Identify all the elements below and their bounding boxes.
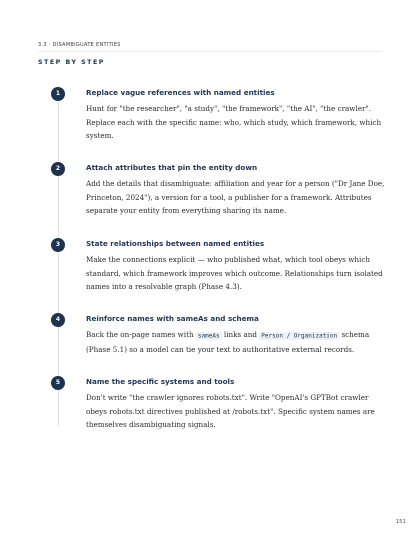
step-body (86, 328, 386, 356)
step-number-badge: 1 (51, 87, 65, 101)
step-body-text: schema (Phase 5.1) so a model can tie your text to authoritative external records. (86, 330, 370, 354)
code-sameas: sameAs (197, 332, 220, 339)
header-divider (38, 51, 382, 52)
step-title: Reinforce names with sameAs and schema (86, 314, 259, 323)
section-label: STEP BY STEP (38, 59, 105, 66)
step-body: Add the details that disambiguate: affiliation and year for a person ("Dr Jane Doe, Princeton, 2024"), a version for a tool, a publisher for a framework. Attributes separate your entity from everything sharing its name. (86, 179, 385, 216)
timeline-line (58, 86, 59, 426)
step-body-text: Back the on-page names with (86, 330, 194, 339)
step-body: Don't write "the crawler ignores robots.txt". Write "OpenAI's GPTBot crawler obeys robots.txt directives published at /robots.txt". Specific system names are themselves disambiguating signals. (86, 393, 375, 430)
step-title: Replace vague references with named entities (86, 88, 275, 97)
step-number-badge: 3 (51, 238, 65, 252)
step-body: Hunt for "the researcher", "a study", "the framework", "the AI", "the crawler". Replace each with the specific name: who, which study, which framework, which system. (86, 104, 382, 141)
step-body-text: links and (223, 330, 257, 339)
step-title: Attach attributes that pin the entity down (86, 163, 258, 172)
page-number: 151 (395, 519, 406, 525)
step-body: Make the connections explicit — who published what, which tool obeys which standard, which framework improves which outcome. Relationships turn isolated names into a resolvable graph (Phase 4.3). (86, 255, 383, 292)
step-number-badge: 5 (51, 376, 65, 390)
step-title: State relationships between named entities (86, 239, 265, 248)
step-number-badge: 2 (51, 162, 65, 176)
running-head: 3.3 · DISAMBIGUATE ENTITIES (38, 42, 121, 48)
step-number-badge: 4 (51, 313, 65, 327)
step-title: Name the specific systems and tools (86, 377, 235, 386)
code-schema-types: Person / Organization (261, 332, 338, 339)
